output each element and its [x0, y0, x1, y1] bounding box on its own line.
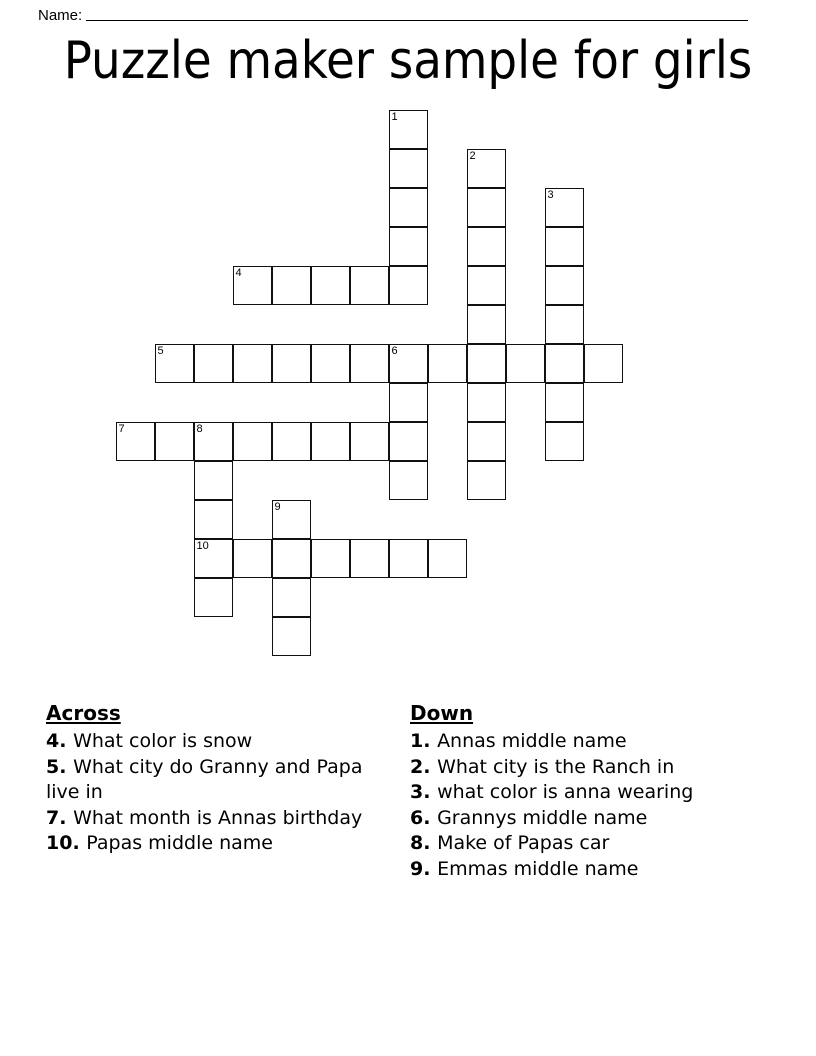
crossword-cell[interactable]: [272, 578, 311, 617]
clue-item: [410, 857, 760, 883]
page-title: Puzzle maker sample for girls: [63, 31, 753, 91]
clue-number: 1.: [410, 730, 438, 752]
crossword-cell[interactable]: [311, 266, 350, 305]
clue-text: What color is snow: [73, 730, 253, 752]
crossword-cell[interactable]: [467, 461, 506, 500]
clue-number: 4.: [46, 730, 74, 752]
crossword-cell[interactable]: [545, 344, 584, 383]
clue-item: [410, 729, 760, 755]
crossword-cell[interactable]: [428, 344, 467, 383]
crossword-cell[interactable]: [194, 344, 233, 383]
crossword-cell[interactable]: [545, 266, 584, 305]
across-heading: Across: [46, 701, 121, 725]
crossword-cell[interactable]: [545, 188, 584, 227]
clue-text: Emmas middle name: [437, 857, 639, 880]
cell-number-3: 3: [547, 189, 554, 201]
crossword-cell[interactable]: [350, 539, 389, 578]
crossword-cell[interactable]: [350, 344, 389, 383]
crossword-cell[interactable]: [272, 539, 311, 578]
crossword-cell[interactable]: [350, 422, 389, 461]
clue-number: 3.: [410, 781, 438, 803]
crossword-cell[interactable]: [311, 422, 350, 461]
cell-number-4: 4: [235, 267, 242, 279]
crossword-cell[interactable]: [272, 266, 311, 305]
crossword-cell[interactable]: [467, 149, 506, 188]
crossword-cell[interactable]: [233, 539, 272, 578]
crossword-cell[interactable]: [467, 344, 506, 383]
clue-text: What city do Granny and Papa live in: [46, 755, 363, 803]
crossword-cell[interactable]: [116, 422, 155, 461]
crossword-cell[interactable]: [389, 188, 428, 227]
crossword-cell[interactable]: [467, 422, 506, 461]
clue-text: Make of Papas car: [437, 832, 610, 854]
crossword-cell[interactable]: [233, 344, 272, 383]
cell-number-8: 8: [196, 423, 203, 435]
crossword-cell[interactable]: [428, 539, 467, 578]
clue-number: 9.: [410, 857, 438, 880]
clue-number: 6.: [410, 806, 438, 829]
clue-number: 8.: [410, 832, 438, 854]
clue-number: 7.: [46, 806, 74, 829]
crossword-cell[interactable]: [389, 461, 428, 500]
down-clue-list: [410, 729, 760, 882]
crossword-cell[interactable]: [584, 344, 623, 383]
crossword-cell[interactable]: [467, 188, 506, 227]
crossword-cell[interactable]: [272, 422, 311, 461]
crossword-cell[interactable]: [155, 422, 194, 461]
clue-item: [410, 780, 760, 806]
crossword-cell[interactable]: [545, 383, 584, 422]
crossword-cell[interactable]: [545, 305, 584, 344]
crossword-cell[interactable]: [467, 227, 506, 266]
crossword-cell[interactable]: [389, 422, 428, 461]
clue-text: Grannys middle name: [437, 806, 648, 829]
crossword-cell[interactable]: [350, 266, 389, 305]
clue-text: what color is anna wearing: [437, 781, 694, 803]
across-clue-list: [46, 729, 391, 857]
crossword-cell[interactable]: [194, 422, 233, 461]
clue-text: What city is the Ranch in: [437, 755, 675, 778]
crossword-cell[interactable]: [389, 149, 428, 188]
crossword-cell[interactable]: [545, 422, 584, 461]
crossword-cell[interactable]: [311, 344, 350, 383]
crossword-cell[interactable]: [194, 539, 233, 578]
crossword-cell[interactable]: [272, 617, 311, 656]
crossword-cell[interactable]: [467, 383, 506, 422]
clue-item: [410, 755, 760, 781]
crossword-cell[interactable]: [389, 227, 428, 266]
crossword-cell[interactable]: [233, 266, 272, 305]
crossword-cell[interactable]: [389, 266, 428, 305]
clue-item: [46, 755, 391, 806]
clue-item: [46, 806, 391, 832]
clue-number: 5.: [46, 755, 74, 778]
clue-text: Annas middle name: [437, 730, 627, 752]
crossword-cell[interactable]: [389, 383, 428, 422]
crossword-cell[interactable]: [155, 344, 194, 383]
cell-number-10: 10: [196, 540, 209, 552]
across-clues-column: [46, 700, 391, 857]
name-label: Name:: [38, 7, 83, 24]
cell-number-2: 2: [469, 150, 476, 162]
crossword-cell[interactable]: [311, 539, 350, 578]
down-heading: Down: [410, 701, 474, 725]
crossword-cell[interactable]: [233, 422, 272, 461]
crossword-cell[interactable]: [389, 344, 428, 383]
crossword-cell[interactable]: [467, 266, 506, 305]
crossword-cell[interactable]: [467, 305, 506, 344]
crossword-cell[interactable]: [389, 539, 428, 578]
clue-item: [410, 806, 760, 832]
crossword-cell[interactable]: [389, 110, 428, 149]
crossword-cell[interactable]: [194, 578, 233, 617]
clue-item: [410, 831, 760, 857]
clues-section: [0, 700, 816, 1000]
clue-number: 10.: [46, 832, 87, 854]
clue-number: 2.: [410, 755, 438, 778]
clue-text: What month is Annas birthday: [73, 806, 363, 829]
down-clues-column: [410, 700, 760, 882]
crossword-cell[interactable]: [194, 500, 233, 539]
cell-number-7: 7: [118, 423, 125, 435]
clue-item: [46, 831, 391, 857]
crossword-cell[interactable]: [272, 500, 311, 539]
crossword-cell[interactable]: [194, 461, 233, 500]
cell-number-5: 5: [157, 345, 164, 357]
crossword-cell[interactable]: [506, 344, 545, 383]
clue-item: [46, 729, 391, 755]
cell-number-1: 1: [391, 111, 398, 123]
crossword-cell[interactable]: [545, 227, 584, 266]
cell-number-9: 9: [274, 501, 281, 513]
cell-number-6: 6: [391, 345, 398, 357]
clue-text: Papas middle name: [86, 832, 273, 854]
crossword-cell[interactable]: [272, 344, 311, 383]
